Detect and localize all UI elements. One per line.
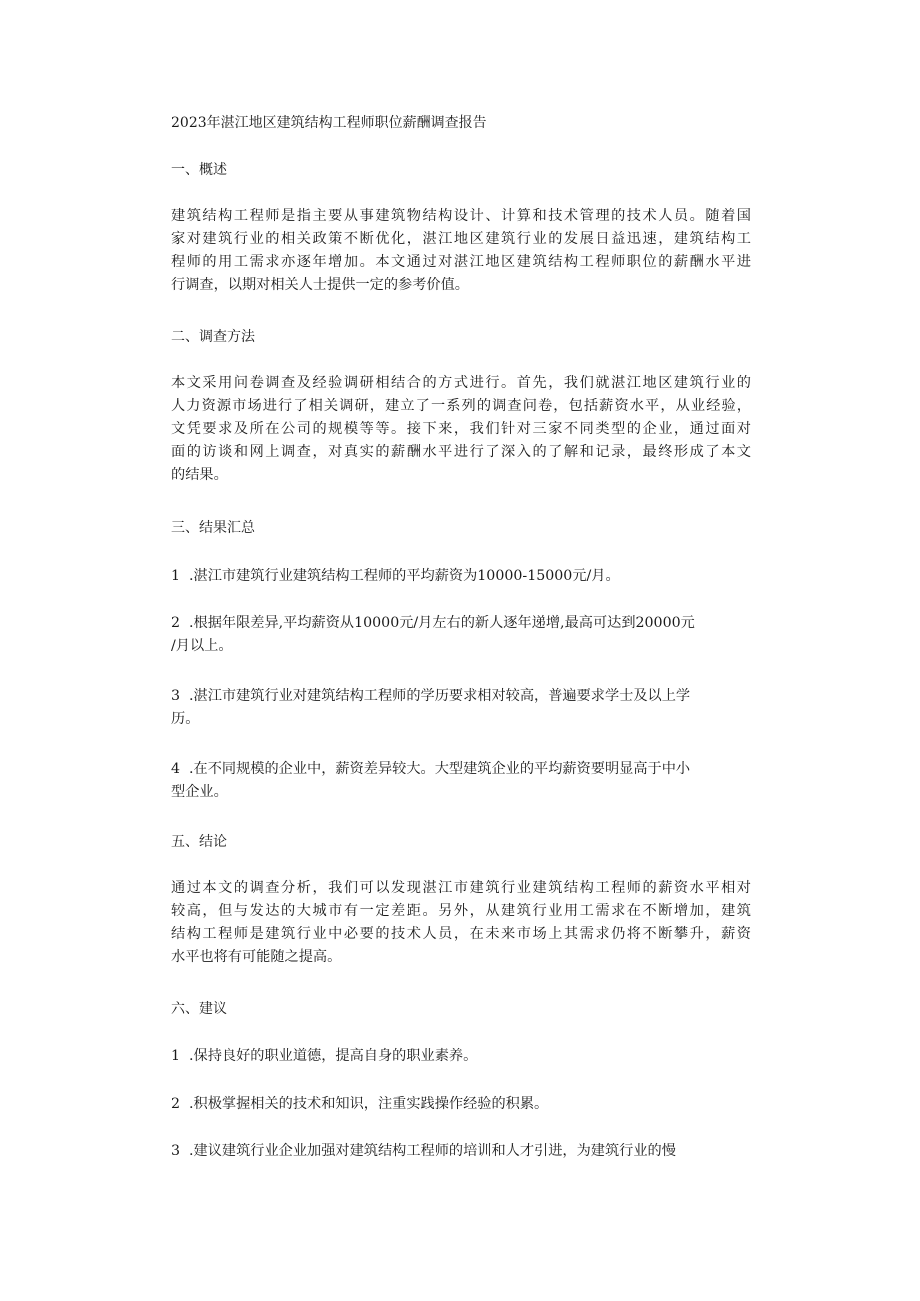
section-heading-suggestions: 六、建议 [171,1001,227,1017]
result-item-3 [171,685,751,731]
section-heading-method: 二、调查方法 [171,329,255,345]
paragraph-line: 人力资源市场进行了相关调研，建立了一系列的调查问卷，包括薪资水平，从业经验， [171,398,751,414]
item-number: 1 [171,1048,181,1064]
item-text-continued: 型企业。 [171,784,228,800]
item-number: 3 [171,1143,181,1159]
result-item-4 [171,758,751,804]
paragraph-line: 家对建筑行业的相关政策不断优化，湛江地区建筑行业的发展日益迅速，建筑结构工 [171,231,751,247]
paragraph-line: 结构工程师是建筑行业中必要的技术人员，在未来市场上其需求仍将不断攀升，薪资 [171,926,751,942]
suggestion-item-1 [171,1045,751,1068]
section-heading-overview: 一、概述 [171,162,227,178]
item-text-continued: 历。 [171,711,200,727]
item-text: .保持良好的职业道德，提高自身的职业素养。 [189,1048,478,1064]
section-heading-results: 三、结果汇总 [171,520,255,536]
method-paragraph [171,372,751,487]
paragraph-line: 的结果。 [171,467,228,483]
result-item-1 [171,565,751,588]
paragraph-line: 文凭要求及所在公司的规模等等。接下来，我们针对三家不同类型的企业，通过面对 [171,421,751,437]
conclusion-paragraph [171,877,751,969]
document-title: 2023年湛江地区建筑结构工程师职位薪酬调查报告 [171,115,487,131]
item-text: .湛江市建筑行业对建筑结构工程师的学历要求相对较高，普遍要求学士及以上学 [189,688,691,704]
item-text: .在不同规模的企业中，薪资差异较大。大型建筑企业的平均薪资要明显高于中小 [189,761,691,777]
paragraph-line: 建筑结构工程师是指主要从事建筑物结构设计、计算和技术管理的技术人员。随着国 [171,208,751,224]
suggestion-item-2 [171,1093,751,1116]
paragraph-line: 程师的用工需求亦逐年增加。本文通过对湛江地区建筑结构工程师职位的薪酬水平进 [171,254,751,270]
section-heading-conclusion: 五、结论 [171,834,227,850]
item-number: 2 [171,615,181,631]
overview-paragraph [171,205,751,297]
paragraph-line: 较高，但与发达的大城市有一定差距。另外，从建筑行业用工需求在不断增加，建筑 [171,903,751,919]
item-number: 1 [171,568,181,584]
paragraph-line: 通过本文的调查分析，我们可以发现湛江市建筑行业建筑结构工程师的薪资水平相对 [171,880,751,896]
item-text: .建议建筑行业企业加强对建筑结构工程师的培训和人才引进，为建筑行业的慢 [189,1143,676,1159]
item-text: .湛江市建筑行业建筑结构工程师的平均薪资为10000-15000元/月。 [189,568,620,584]
suggestion-item-3 [171,1140,751,1163]
item-text-continued: /月以上。 [171,638,233,654]
paragraph-line: 面的访谈和网上调查，对真实的薪酬水平进行了深入的了解和记录，最终形成了本文 [171,444,751,460]
result-item-2 [171,612,751,658]
item-number: 3 [171,688,181,704]
item-number: 2 [171,1096,181,1112]
paragraph-line: 本文采用问卷调查及经验调研相结合的方式进行。首先，我们就湛江地区建筑行业的 [171,375,751,391]
paragraph-line: 水平也将有可能随之提高。 [171,949,342,965]
item-number: 4 [171,761,181,777]
paragraph-line: 行调查，以期对相关人士提供一定的参考价值。 [171,277,469,293]
item-text: .积极掌握相关的技术和知识，注重实践操作经验的积累。 [189,1096,549,1112]
item-text: .根据年限差异,平均薪资从10000元/月左右的新人逐年递增,最高可达到20000元 [189,615,695,631]
